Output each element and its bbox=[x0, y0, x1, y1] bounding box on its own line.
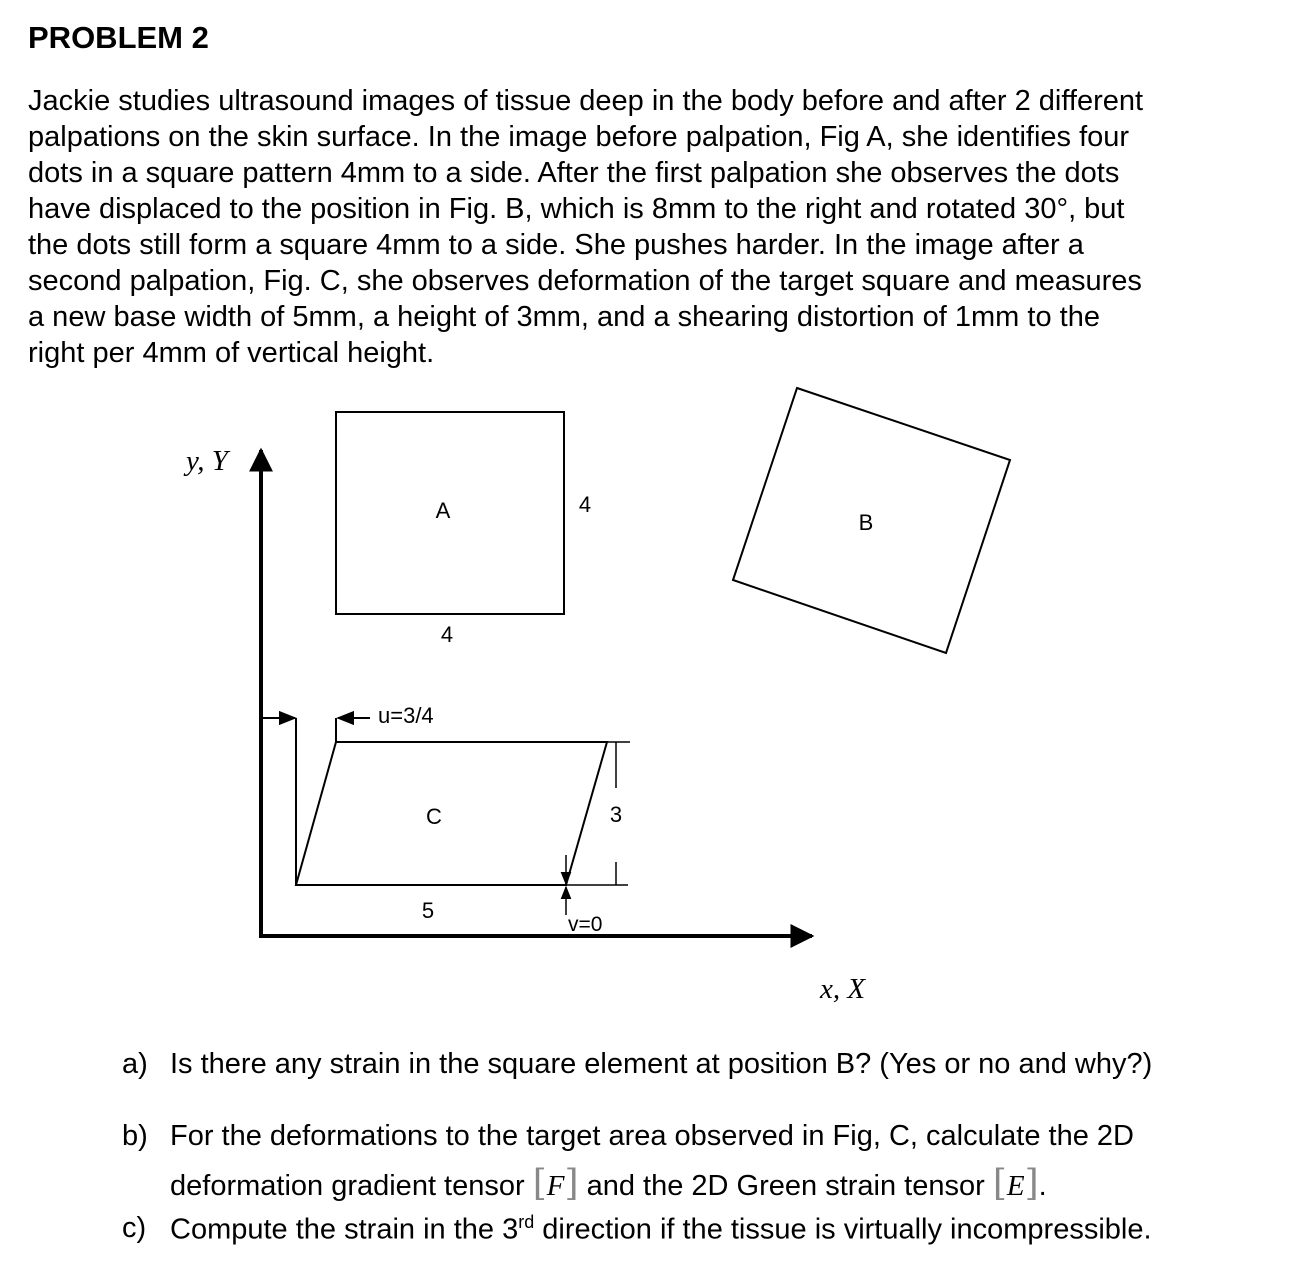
label-A-side: 4 bbox=[578, 492, 592, 517]
question-b-text-pre: deformation gradient tensor bbox=[170, 1170, 525, 1202]
label-A: A bbox=[435, 498, 451, 523]
label-base: 5 bbox=[421, 898, 435, 923]
question-b-line2 bbox=[170, 1163, 1047, 1204]
question-c-label: c) bbox=[122, 1212, 147, 1244]
question-c-text bbox=[170, 1212, 1152, 1247]
label-B: B bbox=[858, 510, 874, 535]
label-height: 3 bbox=[609, 802, 623, 827]
paragraph-line: the dots still form a square 4mm to a side. She pushes harder. In the image after a bbox=[28, 229, 1084, 261]
paragraph-line: right per 4mm of vertical height. bbox=[28, 337, 435, 369]
label-C: C bbox=[426, 804, 442, 829]
paragraph-line: have displaced to the position in Fig. B, which is 8mm to the right and rotated 30°, but bbox=[28, 193, 1125, 225]
bracket-icon: ] bbox=[1024, 1163, 1039, 1204]
paragraph-line: palpations on the skin surface. In the image before palpation, Fig A, she identifies four bbox=[28, 121, 1130, 153]
question-a-label: a) bbox=[122, 1048, 148, 1080]
parallelogram-C bbox=[296, 742, 607, 885]
bracket-icon: ] bbox=[564, 1163, 579, 1204]
problem-title: PROBLEM 2 bbox=[28, 20, 209, 55]
bracket-icon: [ bbox=[992, 1163, 1007, 1204]
label-u: u=3/4 bbox=[378, 703, 434, 728]
paragraph-line: dots in a square pattern 4mm to a side. After the first palpation she observes the dots bbox=[28, 157, 1120, 189]
question-a-text: Is there any strain in the square element at position B? (Yes or no and why?) bbox=[170, 1048, 1153, 1080]
tensor-E: E bbox=[1006, 1170, 1025, 1202]
bracket-icon: [ bbox=[532, 1163, 547, 1204]
tensor-F: F bbox=[546, 1170, 565, 1202]
label-v: v=0 bbox=[568, 913, 603, 936]
question-c-text-post: direction if the tissue is virtually incompressible. bbox=[534, 1213, 1152, 1246]
y-axis-label: y, Y bbox=[186, 445, 228, 477]
x-axis-label: x, X bbox=[820, 973, 866, 1005]
paragraph-line: Jackie studies ultrasound images of tissue deep in the body before and after 2 different bbox=[28, 85, 1144, 117]
question-c-sup: rd bbox=[518, 1212, 535, 1232]
paragraph-line: a new base width of 5mm, a height of 3mm, and a shearing distortion of 1mm to the bbox=[28, 301, 1100, 333]
question-c-text-pre: Compute the strain in the 3 bbox=[170, 1213, 519, 1246]
question-b-text-mid: and the 2D Green strain tensor bbox=[586, 1170, 985, 1202]
label-A-bottom: 4 bbox=[440, 622, 454, 647]
question-b-line1: For the deformations to the target area observed in Fig, C, calculate the 2D bbox=[170, 1120, 1134, 1152]
question-b-label: b) bbox=[122, 1120, 148, 1152]
question-b-text-end: . bbox=[1038, 1170, 1047, 1202]
paragraph-line: second palpation, Fig. C, she observes deformation of the target square and measures bbox=[28, 265, 1142, 297]
